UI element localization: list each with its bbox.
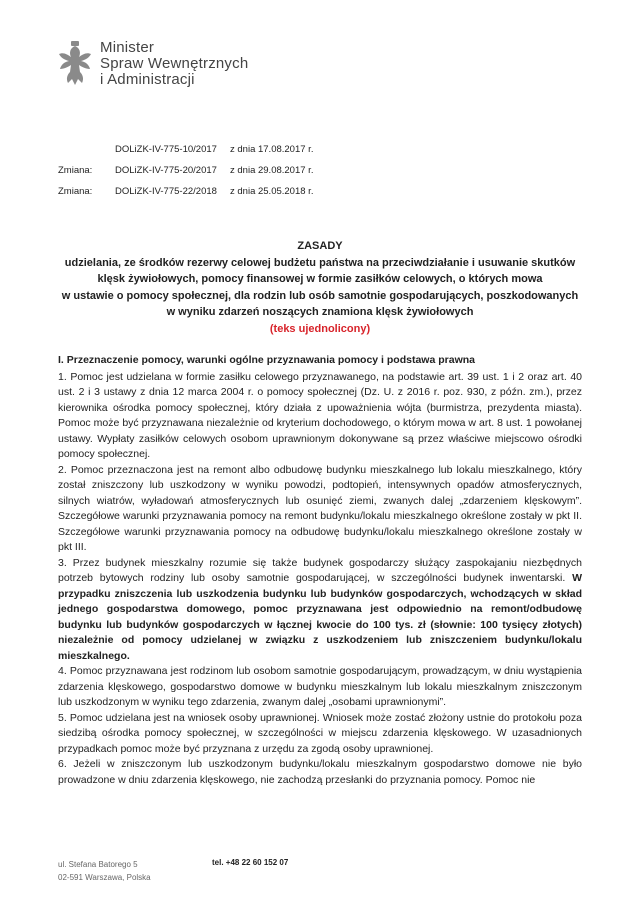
address-line-1: ul. Stefana Batorego 5	[58, 860, 138, 869]
document-title	[58, 238, 582, 337]
section-heading: I. Przeznaczenie pomocy, warunki ogólne przyznawania pomocy i podstawa prawna	[58, 354, 475, 366]
title-line: w wyniku zdarzeń noszących znamiona klęsk żywiołowych	[166, 306, 474, 318]
paragraph-3	[58, 556, 582, 665]
reference-date: z dnia 17.08.2017 r.	[230, 144, 314, 155]
title-line: klęsk żywiołowych, pomocy finansowej w formie zasiłków celowych, o których mowa	[97, 273, 543, 285]
reference-number: DOLiZK-IV-775-20/2017	[115, 165, 217, 176]
paragraph-2: 2. Pomoc przeznaczona jest na remont albo odbudowę budynku mieszkalnego lub lokalu mieszkalnego, który został zniszczony lub uszkodzony w wyniku powodzi, podtopień, intensywnych opadów atmosferycznych, silnych wiatrów, wyładowań atmosferycznych lub osunięć ziemi, zwanych dalej „zdarzeniem klęskowym”. Szczegółowe warunki przyznawania pomocy na remont budynku/lokalu mieszkalnego określone zostały w pkt II. Szczegółowe warunki przyznawania pomocy na odbudowę budynku/lokalu mieszkalnego określone zostały w pkt III.	[58, 463, 582, 553]
footer-address	[58, 858, 151, 884]
ministry-line-3: i Administracji	[100, 71, 195, 88]
footer-telephone: tel. +48 22 60 152 07	[212, 858, 289, 867]
paragraph-3-bold-text: W przypadku zniszczenia lub uszkodzenia budynku lub budynków gospodarczych, wchodzących w skład jednego gospodarstwa domowego, pomoc przyznawana jest odpowiednio na remont/odbudowę budynku lub budynków gospodarczych w łącznej kwocie do 100 tys. zł (słownie: 100 tysięcy złotych) niezależnie od pomocy udzielanej w związku z uszkodzeniem lub zniszczeniem budynku/lokalu mieszkalnego.	[58, 572, 582, 662]
reference-label: Zmiana:	[58, 186, 93, 197]
ministry-line-1: Minister	[100, 39, 155, 56]
consolidated-text-note: (teks ujednolicony)	[269, 322, 371, 335]
title-heading: ZASADY	[297, 240, 343, 252]
paragraph-5: 5. Pomoc udzielana jest na wniosek osoby uprawnionej. Wniosek może zostać złożony ustnie do protokołu poza siedzibą ośrodka pomocy społecznej, w szczególności w miejscu zdarzenia klęskowego. W uzasadnionych przypadkach pomoc może być przyznana z urzędu za zgodą osoby uprawnionej.	[58, 711, 582, 755]
reference-number: DOLiZK-IV-775-22/2018	[115, 186, 217, 197]
letterhead	[58, 40, 248, 88]
paragraph-1: 1. Pomoc jest udzielana w formie zasiłku celowego przyznawanego, na podstawie art. 39 ust. 1 i 2 oraz art. 40 ust. 2 i 3 ustawy z dnia 12 marca 2004 r. o pomocy społecznej (Dz. U. z 2016 r. poz. 930, z późn. zm.), przez kierownika ośrodka pomocy społecznej, który działa z upoważnienia wójta (burmistrza, prezydenta miasta). Pomoc może być przyznawana niezależnie od kryterium dochodowego, o którym mowa w art. 8 ust. 1 powołanej ustawy. Wypłaty zasiłków celowych osobom uprawnionym dokonywane są przez właściwe miejscowo ośrodki pomocy społecznej.	[58, 370, 582, 460]
ministry-name	[100, 40, 248, 88]
address-line-2: 02-591 Warszawa, Polska	[58, 873, 151, 882]
reference-date: z dnia 25.05.2018 r.	[230, 186, 314, 197]
title-line: w ustawie o pomocy społecznej, dla rodzin lub osób samotnie gospodarujących, poszkodowanych	[61, 289, 579, 302]
reference-label: Zmiana:	[58, 165, 93, 176]
document-body	[58, 353, 582, 788]
reference-number: DOLiZK-IV-775-10/2017	[115, 144, 217, 155]
polish-eagle-emblem-icon	[58, 40, 92, 86]
paragraph-3-text: 3. Przez budynek mieszkalny rozumie się także budynek gospodarczy służący zaspokajaniu niezbędnych potrzeb bytowych rodziny lub osoby samotnie gospodarującej, w szczególności budynek inwentarski.	[58, 556, 582, 584]
reference-date: z dnia 29.08.2017 r.	[230, 165, 314, 176]
paragraph-6: 6. Jeżeli w zniszczonym lub uszkodzonym budynku/lokalu mieszkalnym gospodarstwo domowe nie było prowadzone w dniu zdarzenia klęskowego, nie zachodzą przesłanki do przyznania pomocy. Pomoc nie	[58, 758, 582, 786]
title-line: udzielania, ze środków rezerwy celowej budżetu państwa na przeciwdziałanie i usuwanie skutków	[64, 256, 576, 269]
ministry-line-2: Spraw Wewnętrznych	[100, 55, 249, 72]
paragraph-4: 4. Pomoc przyznawana jest rodzinom lub osobom samotnie gospodarującym, prowadzącym, w dniu wystąpienia zdarzenia klęskowego, gospodarstwo domowe w budynku mieszkalnym lub lokalu mieszkalnym zniszczonym lub uszkodzonym w wyniku tego zdarzenia, zwanym dalej „osobami uprawnionymi”.	[58, 665, 582, 708]
